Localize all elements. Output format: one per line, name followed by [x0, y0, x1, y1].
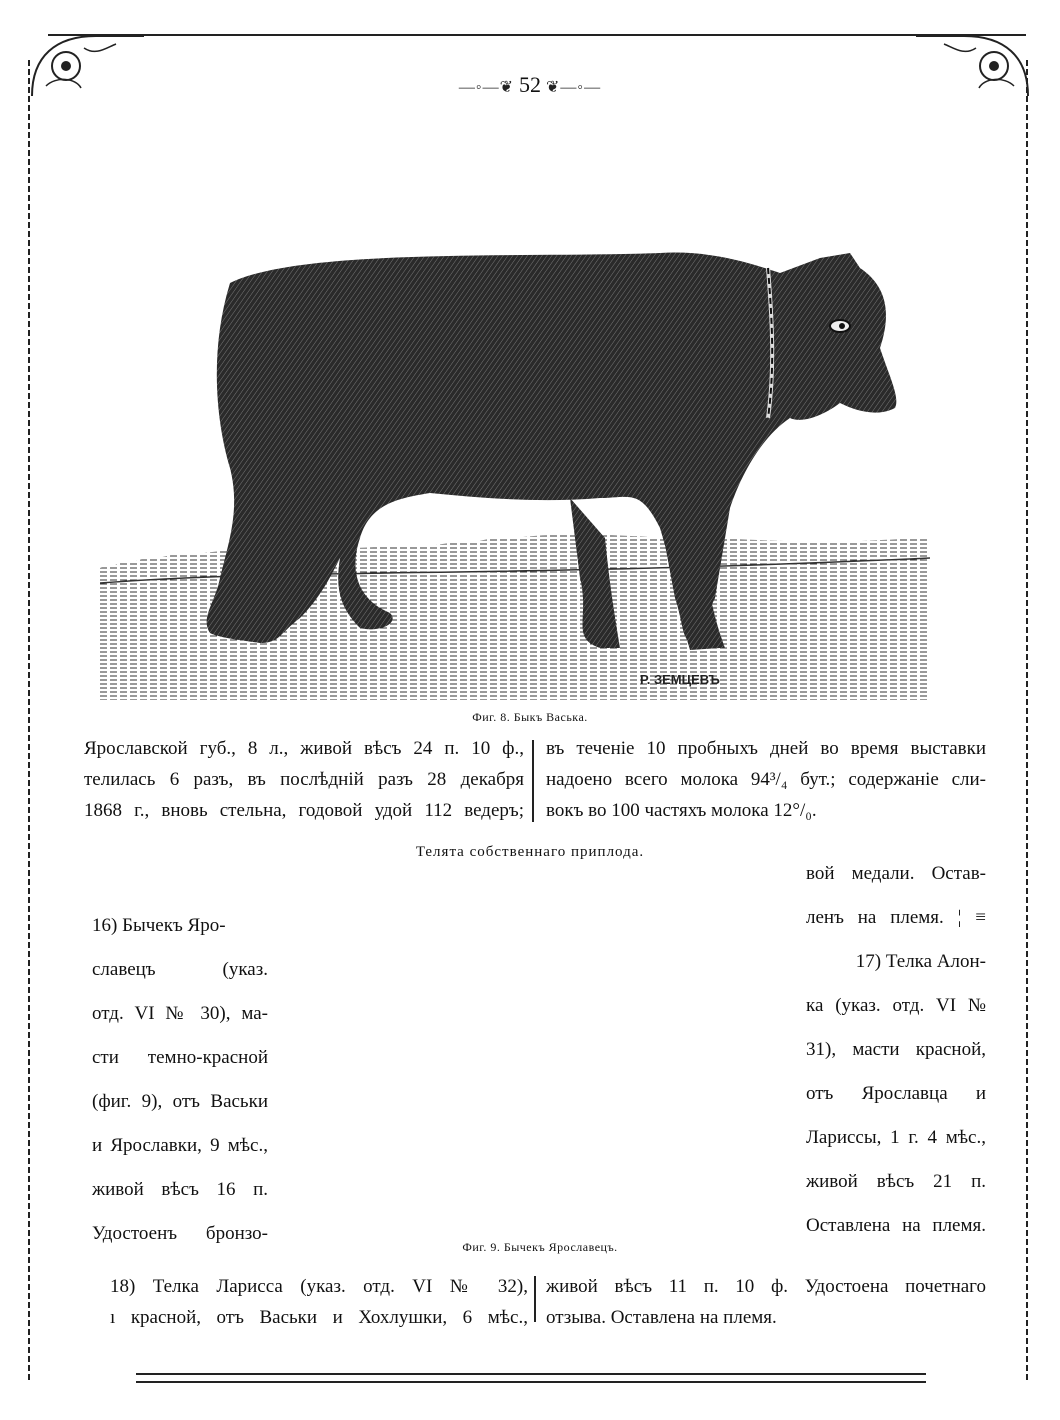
cow-entry-left-line: Ярославской губ., 8 л., живой вѣсъ 24 п. 10 ф., [84, 738, 524, 759]
column-divider [534, 1276, 536, 1322]
cow-entry-left-column [84, 733, 524, 826]
calf-16-line: и Ярославки, 9 мѣс., [92, 1135, 268, 1156]
engraver-signature: Р. ЗЕМЦЕВЪ [640, 672, 720, 687]
cow-entry-left-line: 1868 г., вновь стельна, годовой удой 112 ведеръ; [84, 800, 524, 821]
calf-17-line: ленъ на племя. ¦ ≡ [806, 907, 986, 928]
calf-18-right-line: живой вѣсъ 11 п. 10 ф. Удостоена почетнаго [546, 1276, 986, 1297]
section-title: Телята собственнаго приплода. [415, 844, 645, 860]
calf-16-line: сти темно-красной [92, 1047, 268, 1068]
calf-17-line: ка (указ. отд. VI № [806, 995, 986, 1016]
calf-17-line: вой медали. Остав- [806, 863, 986, 884]
bottom-rule [136, 1373, 926, 1383]
cow-entry-right-line: въ теченіе 10 пробныхъ дней во время выставки [546, 738, 986, 759]
page-number [440, 72, 620, 98]
cow-entry-right-line: надоено всего молока 94³/₄ бут.; содержаніе сли- [546, 769, 986, 790]
calf-17-entry [806, 852, 986, 1248]
calf-17-line: Оставлена на племя. [806, 1215, 986, 1236]
figure-9-caption: Фиг. 9. Бычекъ Ярославецъ. [462, 1240, 618, 1254]
calf-16-line: (фиг. 9), отъ Васьки [92, 1091, 268, 1112]
calf-16-line: отд. VI № 30), ма- [92, 1003, 268, 1024]
corner-ornament-right-icon [914, 26, 1034, 116]
cow-entry-right-column [546, 733, 986, 826]
calf-18-left-column [110, 1271, 528, 1333]
cow-entry-left-line: телилась 6 разъ, въ послѣдній разъ 28 декабря [84, 769, 524, 790]
page-border-left [28, 60, 30, 1380]
calf-17-line: 17) Телка Алон- [855, 951, 986, 972]
calf-16-line: живой вѣсъ 16 п. [92, 1179, 268, 1200]
calf-17-line: Ларисcы, 1 г. 4 мѣс., [806, 1127, 986, 1148]
figure-8-caption: Фиг. 8. Быкъ Васька. [472, 710, 588, 724]
page-number-text: 52 [519, 72, 541, 97]
calf-16-line: славецъ (указ. [92, 959, 268, 980]
calf-16-line: Удостоенъ бронзо- [92, 1223, 268, 1244]
bull-engraving-image [100, 238, 930, 708]
right-flourish-icon: ❦—◦— [541, 79, 602, 96]
page-border-top [48, 34, 1026, 36]
calf-17-line: отъ Ярославца и [806, 1083, 986, 1104]
page-border-right [1026, 60, 1028, 1380]
calf-16-entry [92, 904, 268, 1256]
calf-18-left-line: 18) Телка Ларисса (указ. отд. VI № 32), [110, 1276, 528, 1297]
calf-16-line: 16) Бычекъ Яро- [92, 915, 226, 936]
column-divider [532, 740, 534, 822]
left-flourish-icon: —◦—❦ [458, 79, 519, 96]
calf-18-left-line: ı красной, отъ Васьки и Хохлушки, 6 мѣс., [110, 1307, 528, 1328]
cow-entry-right-line: вокъ во 100 частяхъ молока 12°/₀. [546, 800, 817, 821]
corner-ornament-left-icon [26, 26, 146, 116]
calf-17-line: 31), масти красной, [806, 1039, 986, 1060]
calf-18-right-column [546, 1271, 986, 1333]
calf-17-line: живой вѣсъ 21 п. [806, 1171, 986, 1192]
calf-18-right-line: отзыва. Оставлена на племя. [546, 1307, 777, 1328]
